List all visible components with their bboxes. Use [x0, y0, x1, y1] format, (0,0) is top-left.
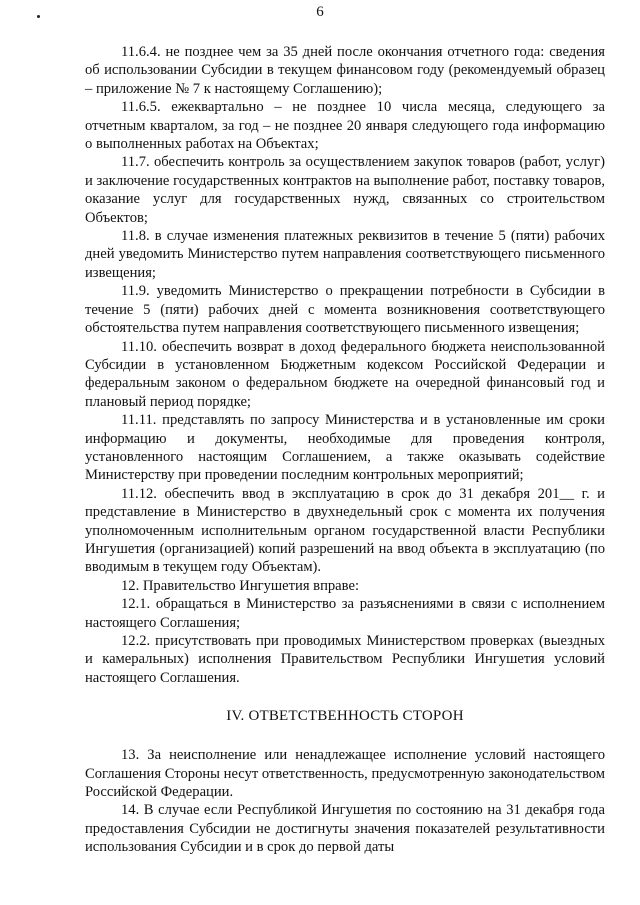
section-heading: IV. ОТВЕТСТВЕННОСТЬ СТОРОН [226, 708, 464, 725]
paragraph-11-8: 11.8. в случае изменения платежных реквизитов в течение 5 (пяти) рабочих дней уведомить Министерство путем направления соответствующего письменного извещения; [85, 228, 605, 281]
paragraph-12: 12. Правительство Ингушетия вправе: [121, 577, 359, 594]
paragraph-11-6-5: 11.6.5. ежеквартально – не позднее 10 числа месяца, следующего за отчетным кварталом, за год – не позднее 20 января следующего года информацию о выполненных работах на Объектах; [85, 99, 605, 153]
paragraph-11-7: 11.7. обеспечить контроль за осуществлением закупок товаров (работ, услуг) и заключение государственных контрактов на выполнение работ, поставку товаров, оказание услуг для государственных нужд, связанных со строительством Объектов; [85, 154, 605, 226]
paragraph-11-12: 11.12. обеспечить ввод в эксплуатацию в срок до 31 декабря 201__ г. и представление в Министерство в двухнедельный срок с момента их получения уполномоченным исполнительным органом государственной власти Республики Ингушетия (организацией) копий разрешений на ввод объекта в эксплуатацию (по вводимым в текущем году Объектам). [85, 485, 605, 576]
paragraph-11-6-4: 11.6.4. не позднее чем за 35 дней после окончания отчетного года: сведения об использовании Субсидии в текущем финансовом году (рекомендуемый образец – приложение № 7 к настоящему Соглашению); [85, 44, 605, 97]
paragraph-12-2: 12.2. присутствовать при проводимых Министерством проверках (выездных и камеральных) исполнения Правительством Республики Ингушетия условий настоящего Соглашения. [85, 633, 605, 686]
paragraph-12-1: 12.1. обращаться в Министерство за разъяснениями в связи с исполнением настоящего Соглашения; [85, 596, 605, 631]
paragraph-13: 13. За неисполнение или ненадлежащее исполнение условий настоящего Соглашения Стороны несут ответственность, предусмотренную законодательством Российской Федерации. [85, 747, 605, 801]
paragraph-11-11: 11.11. представлять по запросу Министерства и в установленные им сроки информацию и документы, необходимые для проведения контроля, установленного настоящим Соглашением, а также оказывать содействие Министерству при проведении последним контрольных мероприятий; [85, 412, 605, 484]
paragraph-11-10: 11.10. обеспечить возврат в доход федерального бюджета неиспользованной Субсидии в установленном Бюджетным кодексом Российской Федерации и федеральным законом о федеральном бюджете на очередной финансовый год и плановый период порядке; [85, 338, 605, 410]
paragraph-11-9: 11.9. уведомить Министерство о прекращении потребности в Субсидии в течение 5 (пяти) рабочих дней с момента возникновения соответствующего обстоятельства путем направления соответствующего письменного извещения; [85, 283, 605, 337]
paragraph-14: 14. В случае если Республикой Ингушетия по состоянию на 31 декабря года предоставления Субсидии не достигнуты значения показателей результативности использования Субсидии и в срок до первой даты [85, 802, 605, 856]
document-body [85, 43, 605, 857]
page-number: 6 [316, 4, 324, 20]
